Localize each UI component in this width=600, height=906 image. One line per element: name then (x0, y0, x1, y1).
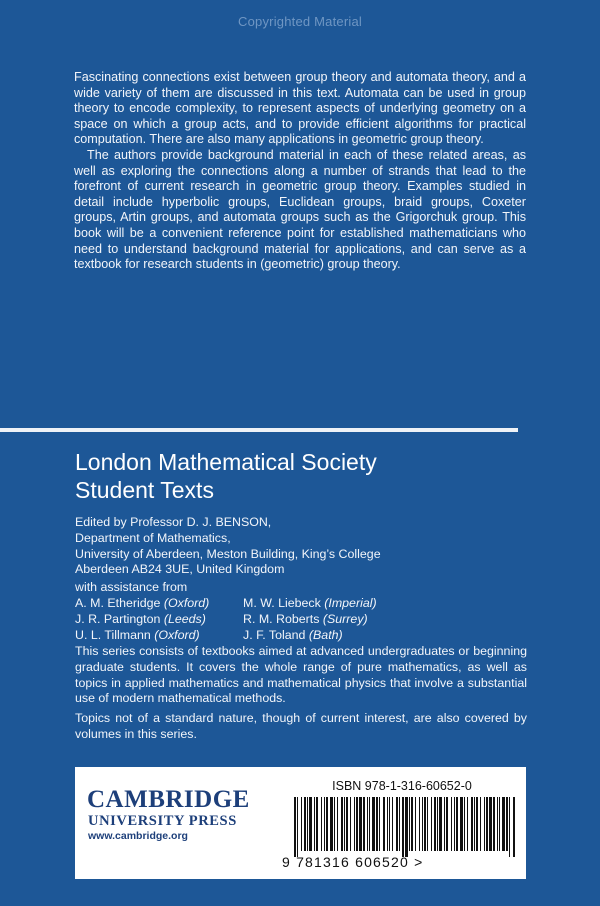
editor-line-2: Department of Mathematics, (75, 530, 231, 545)
series-description-paragraph-1: This series consists of textbooks aimed at advanced undergraduates or beginning graduate students. It covers the whole range of pure mathematics, as well as topics in applied mathematics and mathematical physics that involve a substantial use of modern mathematical methods. (75, 644, 527, 706)
assistant-entry (243, 596, 377, 612)
barcode-bar (460, 797, 463, 851)
assistant-entry (243, 612, 368, 628)
barcode-bar (506, 797, 508, 851)
assistance-row (75, 612, 377, 628)
editor-line-1: Edited by Professor D. J. BENSON, (75, 515, 272, 529)
book-blurb (74, 70, 526, 273)
barcode-bar (474, 797, 475, 851)
barcode-bar (497, 797, 498, 851)
barcode-bar (392, 797, 393, 851)
assistant-institution: (Oxford) (154, 627, 200, 642)
barcode-bar (484, 797, 485, 851)
assistance-label: with assistance from (75, 580, 188, 594)
barcode-bar (396, 797, 398, 851)
barcode-bar (464, 797, 465, 851)
barcode-bar (354, 797, 355, 851)
barcode-bar (499, 797, 500, 851)
barcode-bar (326, 797, 328, 851)
blurb-paragraph-1: Fascinating connections exist between group theory and automata theory, and a wide variety of them are discussed in this text. Automata can be used in group theory to encode complexity, to represent aspects of underlying geometry on a space on which a group acts, and to provide efficient algorithms for practical computation. There are also many applications in geometric group theory. (74, 70, 526, 147)
barcode-bar (367, 797, 368, 851)
series-description-paragraph-2: Topics not of a standard nature, though of current interest, are also covered by volumes in this series. (75, 711, 527, 741)
assistance-row (75, 628, 377, 644)
barcode-bar (350, 797, 351, 851)
barcode-bar (379, 797, 380, 851)
assistant-institution: (Imperial) (324, 596, 377, 610)
barcode-bar (387, 797, 388, 851)
assistant-name: J. F. Toland (243, 627, 306, 642)
barcode-bar (304, 797, 306, 851)
assistant-institution: (Oxford) (163, 596, 210, 610)
barcode-bar (405, 797, 408, 857)
assistant-name: J. R. Partington (75, 611, 161, 626)
barcode-bar (480, 797, 481, 851)
editor-line-4: Aberdeen AB24 3UE, United Kingdom (75, 562, 285, 577)
barcode-bar (486, 797, 488, 851)
barcode-bar (451, 797, 452, 851)
barcode-bar (359, 797, 362, 851)
assistant-name: M. W. Liebeck (243, 596, 321, 610)
barcode-bar (346, 797, 348, 851)
barcode-bar (372, 797, 375, 851)
barcode-bar (422, 797, 423, 851)
assistance-list (75, 596, 377, 643)
assistance-row (75, 596, 377, 612)
barcode-bar (324, 797, 325, 851)
barcode-bar (427, 797, 428, 851)
barcode-digits: 9 781316 606520 > (282, 854, 424, 870)
assistant-entry (75, 596, 243, 612)
barcode-bar (389, 797, 390, 851)
barcode-bar (301, 797, 302, 851)
publisher-subname: UNIVERSITY PRESS (88, 813, 237, 829)
barcode-bar (454, 797, 455, 851)
barcode-bar (439, 797, 442, 851)
barcode-bar (334, 797, 335, 851)
barcode-bar (489, 797, 492, 851)
barcode-bar (419, 797, 420, 851)
barcode-bar (309, 797, 312, 851)
barcode-bar (321, 797, 322, 851)
blurb-paragraph-2: The authors provide background material in each of these related areas, as well as exploring the connections along a number of strands that lead to the forefront of current research in geometric group theory. Examples studied in detail include hyperbolic groups, Euclidean groups, braid groups, Coxeter groups, Artin groups, and automata groups such as the Grigorchuk group. This book will be a convenient reference point for established mathematicians who need to understand background material for applications, and can serve as a textbook for research students in (geometric) group theory. (74, 147, 526, 272)
assistant-institution: (Leeds) (163, 611, 206, 626)
assistant-name: R. M. Roberts (243, 611, 320, 626)
series-description (75, 644, 527, 747)
barcode-bar (399, 797, 400, 851)
barcode-bar (294, 797, 296, 857)
isbn-barcode (294, 797, 516, 857)
barcode-bar (402, 797, 404, 857)
barcode-bar (509, 797, 510, 857)
barcode-bar (341, 797, 343, 851)
barcode-bar (446, 797, 448, 851)
editor-info (75, 515, 381, 578)
series-title-line-1: London Mathematical Society (75, 449, 377, 475)
publisher-url: www.cambridge.org (88, 830, 188, 842)
publisher-panel (75, 767, 526, 879)
barcode-bar (383, 797, 385, 851)
barcode-bar (356, 797, 358, 851)
publisher-logo (87, 787, 250, 844)
barcode-bar (502, 797, 505, 851)
barcode-bar (411, 797, 413, 851)
barcode-bar (467, 797, 468, 851)
series-title (75, 448, 377, 504)
section-divider (0, 428, 518, 432)
barcode-bar (337, 797, 338, 851)
barcode-bar (344, 797, 345, 851)
barcode-bar (456, 797, 458, 851)
barcode-bar (314, 797, 315, 851)
assistant-name: A. M. Etheridge (75, 596, 161, 610)
assistant-institution: (Surrey) (322, 611, 368, 626)
series-title-line-2: Student Texts (75, 477, 214, 503)
publisher-name: CAMBRIDGE (87, 786, 250, 813)
barcode-bar (376, 797, 378, 851)
barcode-bar (415, 797, 416, 851)
barcode-bar (434, 797, 436, 851)
barcode-bar (437, 797, 438, 851)
assistant-entry (75, 612, 243, 628)
assistant-name: U. L. Tillmann (75, 627, 151, 642)
assistant-institution: (Bath) (308, 627, 343, 642)
barcode-bar (316, 797, 318, 851)
isbn-label: ISBN 978-1-316-60652-0 (332, 779, 472, 793)
barcode-bar (330, 797, 333, 851)
barcode-bar (424, 797, 426, 851)
assistant-entry (75, 628, 243, 644)
copyright-watermark: Copyrighted Material (238, 14, 362, 29)
assistant-entry (243, 628, 343, 644)
barcode-bar (409, 797, 410, 851)
barcode-bar (431, 797, 432, 851)
barcode-bar (363, 797, 365, 851)
barcode-bar (297, 797, 298, 857)
barcode-bar (369, 797, 370, 851)
editor-line-3: University of Aberdeen, Meston Building, King’s College (75, 546, 381, 561)
barcode-bar (493, 797, 495, 851)
barcode-bar (513, 797, 515, 857)
barcode-bar (471, 797, 473, 851)
barcode-bar (307, 797, 308, 851)
barcode-bar (444, 797, 445, 851)
barcode-bar (476, 797, 478, 851)
